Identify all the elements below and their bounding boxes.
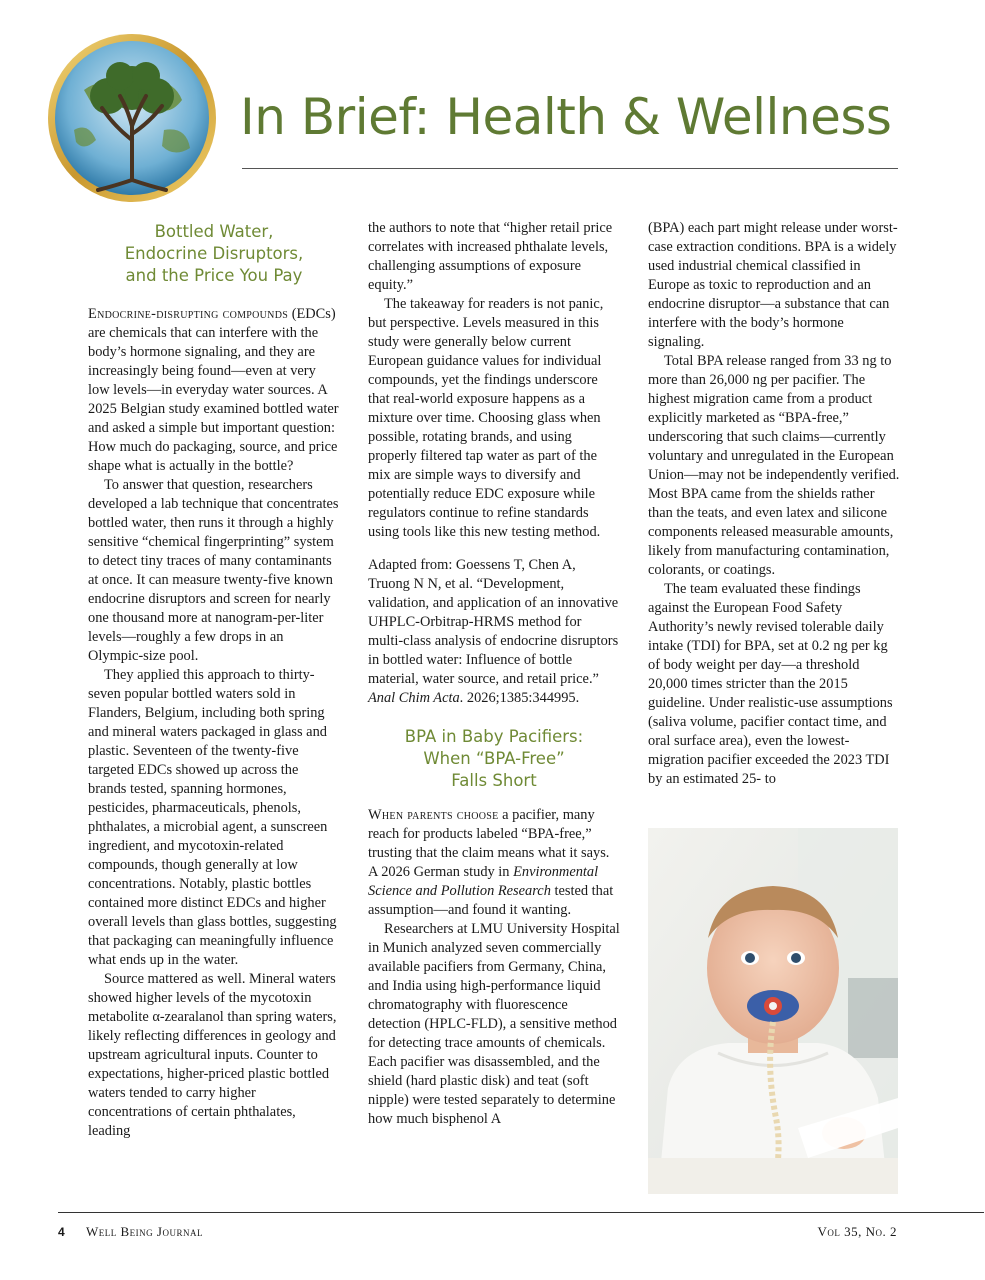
article1-paragraph: To answer that question, researchers developed a lab technique that concentrates bottled water, then runs it through a highly sensitive “chemical fingerprinting” system to detect tiny traces of many contaminants at once. It can measure twenty-five known endocrine disruptors and screen for nearly one thousand more at nanogram-per-liter levels—roughly a few drops in an Olympic-size pool. (88, 477, 339, 664)
issue-number: Vol 35, No. 2 (817, 1224, 897, 1239)
article2-journal-name: Environmental Science and Pollution Research (368, 864, 599, 899)
article2-paragraph: Total BPA release ranged from 33 ng to more than 26,000 ng per pacifier. The highest migration came from a product explicitly marketed as “BPA-free,” underscoring that such claims—currently voluntary and unregulated in the European Union—may not be independently verified. Most BPA came from the shields rather than the teats, and even latex and silicone components released measurable amounts, likely from manufacturing contamination, colorants, or coatings. (648, 353, 900, 578)
article1-heading (88, 221, 340, 287)
column-1 (88, 219, 340, 1141)
column-2 (368, 219, 620, 1129)
baby-with-pacifier-photo (648, 828, 898, 1194)
column-3 (648, 219, 900, 789)
article2-p1-text-end: tested that assumption—and found it wanting. (368, 883, 614, 918)
article1-citation (368, 556, 620, 708)
title-divider (242, 168, 898, 169)
tree-globe-logo-icon (44, 30, 220, 206)
page-title: In Brief: Health & Wellness (240, 88, 892, 146)
article2-paragraph-continued: (BPA) each part might release under worst-case extraction conditions. BPA is a widely used industrial chemical classified in Europe as toxic to reproduction and an endocrine disruptor—a substance that can interfere with the body’s hormone signaling. (648, 220, 898, 350)
citation-end: . 2026;1385:344995. (459, 690, 580, 706)
article2-paragraph: The team evaluated these findings against the European Food Safety Authority’s newly revised tolerable daily intake (TDI) for BPA, set at 0.2 ng per kg of body weight per day—a threshold 20,000 times stricter than the 2015 guideline. Under realistic-use assumptions (saliva volume, pacifier contact time, and oral surface area), even the lowest-migration pacifier exceeded the 2023 TDI by an estimated 25- to (648, 581, 893, 787)
article2-paragraph (368, 806, 620, 920)
article1-paragraph-continued: the authors to note that “higher retail price correlates with increased phthalate levels, challenging assumptions of exposure equity.” (368, 220, 613, 293)
article1-paragraph (88, 305, 340, 476)
article1-paragraph: They applied this approach to thirty-seven popular bottled waters sold in Flanders, Belgium, including both spring and mineral waters packaged in glass and plastic. Seventeen of the twenty-five targeted EDCs showed up across the brands tested, spanning hormones, pesticides, pharmaceuticals, phenols, phthalates, a microbial agent, a sunscreen ingredient, and mycotoxin-related compounds, though generally at low concentrations. Notably, plastic bottles contained more distinct EDCs and higher overall levels than glass bottles, suggesting that packaging can meaningfully influence what ends up in the water. (88, 667, 337, 968)
article2-p1-text: a pacifier, many reach for products labeled “BPA-free,” trusting that the claim means what it says. A 2026 German study in (368, 807, 610, 880)
article2-paragraph: Researchers at LMU University Hospital in Munich analyzed seven commercially available pacifiers from Germany, China, and India using high-performance liquid chromatography with fluorescence detection (HPLC-FLD), a sensitive method for detecting trace amounts of chemicals. Each pacifier was disassembled, and the shield (hard plastic disk) and teat (soft nipple) were tested separately to determine how much bisphenol A (368, 921, 620, 1127)
article1-paragraph: The takeaway for readers is not panic, but perspective. Levels measured in this study were generally below current European guidance values for individual compounds, yet the findings underscore that real-world exposure happens as a mixture over time. Choosing glass when possible, rotating brands, and using properly filtered tap water as part of the mix are simple ways to diversify and potentially reduce EDC exposure while regulators continue to refine standards using tools like this new testing method. (368, 296, 604, 540)
article2-heading (368, 726, 620, 792)
article1-paragraph: Source mattered as well. Mineral waters showed higher levels of the mycotoxin metabolite α-zearalanol than spring waters, likely reflecting differences in geology and upstream agricultural inputs. Counter to expectations, higher-priced plastic bottled waters tended to carry higher concentrations of certain phthalates, leading (88, 971, 337, 1139)
article2-lead-caps: When parents choose (368, 807, 499, 823)
citation-journal: Anal Chim Acta (368, 690, 460, 706)
article1-heading-line: Endocrine Disruptors, (124, 244, 304, 263)
article1-lead-caps: Endocrine-disrupting compounds (88, 306, 289, 322)
article1-p1-text: (EDCs) are chemicals that can interfere with the body’s hormone signaling, and they are increasingly being found—even at very low levels—in everyday water sources. A 2025 Belgian study examined bottled water and asked a simple but important question: How much do packaging, source, and price shape what is actually in the bottle? (88, 306, 339, 474)
article2-heading-line: Falls Short (451, 771, 537, 790)
article1-heading-line: Bottled Water, (154, 222, 274, 241)
citation-text: Adapted from: Goessens T, Chen A, Truong N N, et al. “Development, validation, and application of an innovative UHPLC-Orbitrap-HRMS method for multi-class analysis of endocrine disruptors in bottled water: Influence of bottle material, water source, and retail price.” (368, 557, 619, 687)
article1-heading-line: and the Price You Pay (125, 266, 303, 285)
journal-name: Well Being Journal (86, 1224, 203, 1239)
article2-heading-line: BPA in Baby Pacifiers: (404, 727, 584, 746)
article2-heading-line: When “BPA-Free” (423, 749, 565, 768)
page-number: 4 (58, 1225, 65, 1239)
footer-divider (58, 1212, 984, 1213)
